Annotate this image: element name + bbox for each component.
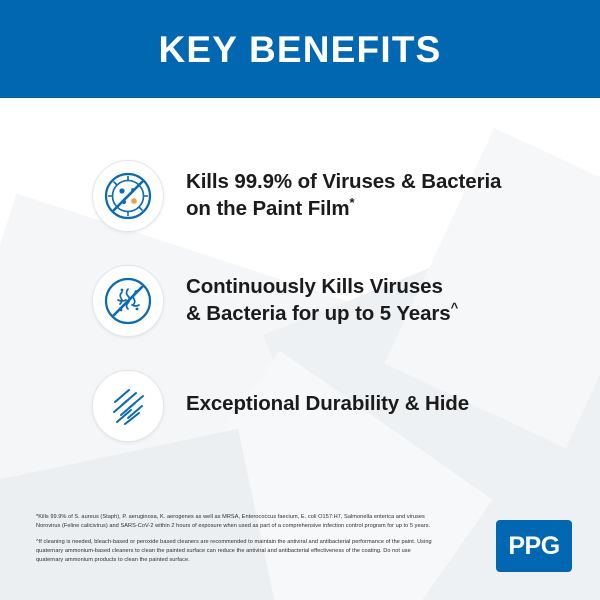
benefit-text: [186, 265, 458, 326]
benefit-line-1: Continuously Kills Viruses: [186, 275, 443, 298]
virus-no-entry-icon: [92, 160, 164, 232]
page-title: KEY BENEFITS: [158, 28, 442, 70]
footnotes: [36, 513, 436, 572]
benefit-marker: *: [349, 194, 355, 210]
benefit-item: [0, 370, 600, 442]
logo-text: PPG: [508, 531, 560, 560]
benefit-line-1: Exceptional Durability & Hide: [186, 392, 470, 415]
benefit-line-1: Kills 99.9% of Viruses & Bacteria: [186, 170, 502, 193]
ppg-logo: [496, 520, 572, 572]
benefit-line-2: on the Paint Film: [186, 196, 350, 220]
durability-brush-strokes-icon: [92, 370, 164, 442]
benefit-text: [186, 160, 501, 221]
benefits-list: [0, 160, 600, 475]
benefit-marker: ^: [450, 299, 459, 315]
benefit-text: [186, 370, 469, 417]
virus-shield-no-entry-icon: [92, 265, 164, 337]
footnote-asterisk: *Kills 99.9% of S. aureus (Staph), P. aeruginosa, K. aerogenes as well as MRSA, Enterococcus faecium, E. coli O157:H7, Salmonella enterica and viruses Norovirus (Feline calicivirus) and SARS-CoV-2 within 2 hours of exposure when used as part of a comprehensive infection control program for up to 5 years.: [36, 514, 431, 530]
benefit-item: [0, 160, 600, 232]
benefit-item: [0, 265, 600, 337]
footnote-caret: ^If cleaning is needed, bleach-based or peroxide based cleaners are recommended to maintain the antiviral and antibacterial performance of the paint. Using quaternary ammonium-based cleaners to clean the painted surface can reduce the antiviral and antibacterial effectiveness of the coating. Do not use quaternary ammonium products to clean the painted surface.: [36, 539, 432, 564]
header-banner: [0, 0, 600, 98]
benefit-line-2: & Bacteria for up to 5 Years: [186, 301, 451, 325]
